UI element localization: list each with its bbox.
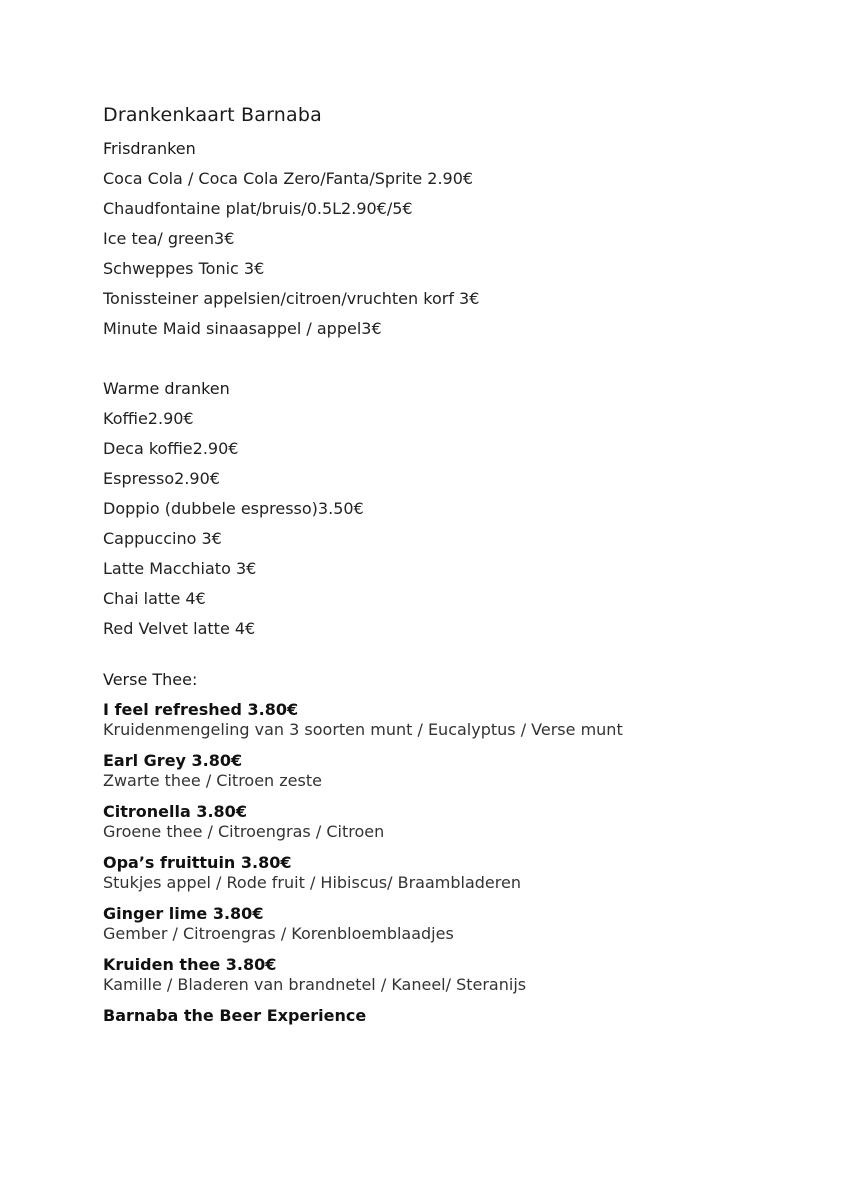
drinks-menu bbox=[103, 102, 803, 1026]
section-spacer bbox=[103, 644, 803, 670]
menu-item: Koffie2.90€ bbox=[103, 409, 194, 428]
section-heading: Warme dranken bbox=[103, 379, 230, 398]
menu-item: Minute Maid sinaasappel / appel3€ bbox=[103, 319, 382, 338]
tea-name: I feel refreshed 3.80€ bbox=[103, 700, 299, 719]
section-spacer bbox=[103, 344, 803, 374]
section-heading: Verse Thee: bbox=[103, 670, 198, 689]
tea-name: Earl Grey 3.80€ bbox=[103, 751, 243, 770]
tea-description: Gember / Citroengras / Korenbloemblaadjes bbox=[103, 924, 454, 943]
tea-name: Citronella 3.80€ bbox=[103, 802, 247, 821]
menu-item: Coca Cola / Coca Cola Zero/Fanta/Sprite 2.90€ bbox=[103, 169, 474, 188]
menu-item: Ice tea/ green3€ bbox=[103, 229, 235, 248]
tea-name: Ginger lime 3.80€ bbox=[103, 904, 264, 923]
menu-item: Doppio (dubbele espresso)3.50€ bbox=[103, 499, 364, 518]
menu-item: Chai latte 4€ bbox=[103, 589, 206, 608]
menu-item: Red Velvet latte 4€ bbox=[103, 619, 256, 638]
tea-name: Opa’s fruittuin 3.80€ bbox=[103, 853, 292, 872]
tea-description: Stukjes appel / Rode fruit / Hibiscus/ Braambladeren bbox=[103, 873, 521, 892]
tea-description: Kruidenmengeling van 3 soorten munt / Eucalyptus / Verse munt bbox=[103, 720, 623, 739]
footer-heading: Barnaba the Beer Experience bbox=[103, 1006, 367, 1025]
menu-item: Chaudfontaine plat/bruis/0.5L2.90€/5€ bbox=[103, 199, 413, 218]
tea-description: Kamille / Bladeren van brandnetel / Kaneel/ Steranijs bbox=[103, 975, 527, 994]
menu-item: Deca koffie2.90€ bbox=[103, 439, 239, 458]
menu-item: Schweppes Tonic 3€ bbox=[103, 259, 265, 278]
page-title: Drankenkaart Barnaba bbox=[103, 104, 322, 126]
section-verse-thee bbox=[103, 670, 803, 1026]
section-heading: Frisdranken bbox=[103, 139, 196, 158]
menu-item: Cappuccino 3€ bbox=[103, 529, 222, 548]
tea-name: Kruiden thee 3.80€ bbox=[103, 955, 277, 974]
tea-description: Zwarte thee / Citroen zeste bbox=[103, 771, 322, 790]
tea-description: Groene thee / Citroengras / Citroen bbox=[103, 822, 385, 841]
menu-item: Latte Macchiato 3€ bbox=[103, 559, 257, 578]
menu-item: Espresso2.90€ bbox=[103, 469, 220, 488]
section-frisdranken bbox=[103, 134, 803, 344]
menu-item: Tonissteiner appelsien/citroen/vruchten korf 3€ bbox=[103, 289, 480, 308]
section-warme-dranken bbox=[103, 374, 803, 644]
